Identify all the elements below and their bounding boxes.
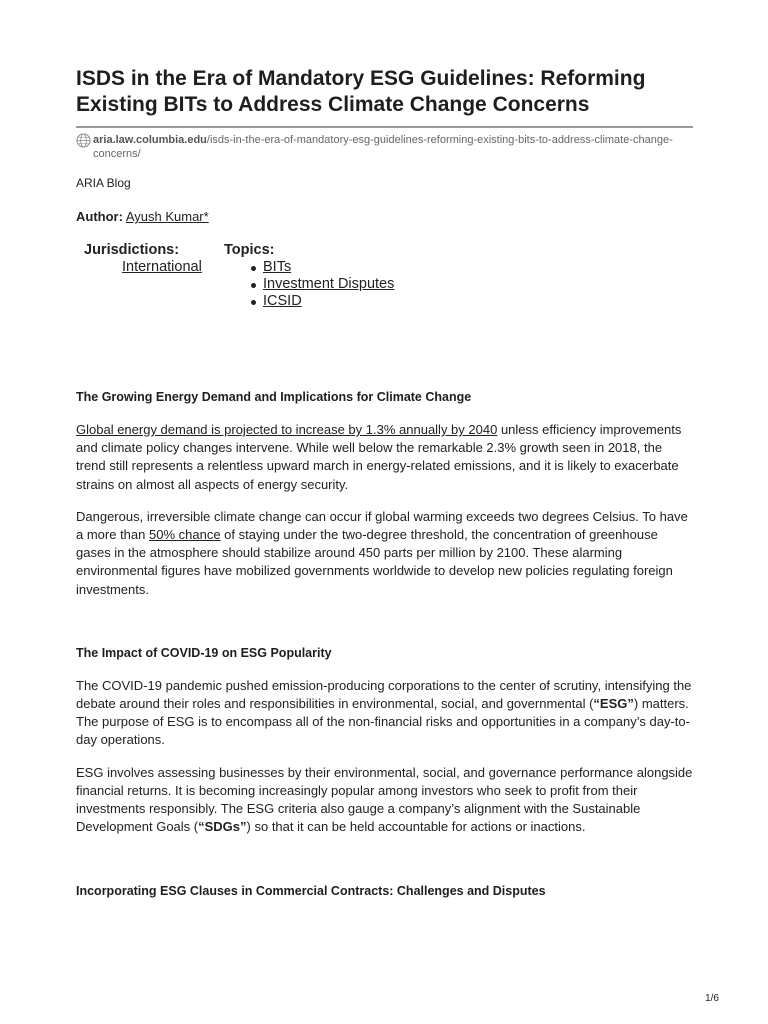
author-link[interactable]: Ayush Kumar* xyxy=(125,209,209,224)
paragraph-text: The COVID-19 pandemic pushed emission-producing corporations to the center of scrutiny, intensifying the debate around their roles and responsibilities in environmental, social, and governmental ( xyxy=(76,677,692,712)
author-label: Author: xyxy=(76,209,123,224)
source-url[interactable] xyxy=(76,133,693,161)
paragraph-text: ) so that it can be held accountable for actions or inactions. xyxy=(246,819,586,835)
topic-link-icsid[interactable]: ICSID xyxy=(263,293,302,309)
source-path: /isds-in-the-era-of-mandatory-esg-guidelines-reforming-existing-bits-to-address-climate-change-concerns/ xyxy=(93,134,673,160)
paragraph-covid-pandemic xyxy=(76,677,693,750)
globe-icon xyxy=(76,133,91,148)
author-line xyxy=(76,209,693,225)
esg-term: “ESG” xyxy=(593,696,634,712)
topic-item xyxy=(224,259,394,276)
paragraph-esg-assessment xyxy=(76,764,693,837)
section-heading-esg-clauses: Incorporating ESG Clauses in Commercial Contracts: Challenges and Disputes xyxy=(76,884,546,899)
blog-name: ARIA Blog xyxy=(76,176,131,190)
sdgs-term: “SDGs” xyxy=(198,819,247,835)
paragraph-text: ESG involves assessing businesses by their environmental, social, and governance performance alongside financial returns. It is becoming increasingly popular among investors who seek to profit from their investments responsibly. The ESG criteria also gauge a company’s alignment with the Sustainable Development Goals ( xyxy=(76,764,693,835)
source-domain: aria.law.columbia.edu xyxy=(93,134,207,146)
topic-item xyxy=(224,293,394,310)
jurisdictions-label: Jurisdictions: xyxy=(84,242,180,258)
topics-column xyxy=(224,242,394,310)
article-meta xyxy=(76,242,693,310)
section-heading-covid-esg: The Impact of COVID-19 on ESG Popularity xyxy=(76,645,332,660)
paragraph-text: ) matters. The purpose of ESG is to encompass all of the non-financial risks and opportunities in a company’s day-to-day operations. xyxy=(76,696,690,748)
paragraph-text: Dangerous, irreversible climate change can occur if global warming exceeds two degrees Celsius. To have a more than xyxy=(76,508,688,543)
topic-item xyxy=(224,276,394,293)
topics-label: Topics: xyxy=(224,242,275,258)
source-url-text xyxy=(93,133,693,161)
section-heading-energy-demand: The Growing Energy Demand and Implications for Climate Change xyxy=(76,390,472,404)
topic-link-bits[interactable]: BITs xyxy=(263,259,292,275)
fifty-percent-chance-link[interactable]: 50% chance xyxy=(149,527,221,543)
topics-list xyxy=(224,259,394,310)
paragraph-energy-demand xyxy=(76,421,693,494)
topic-link-investment-disputes[interactable]: Investment Disputes xyxy=(263,276,395,292)
paragraph-text: of staying under the two-degree threshold, the concentration of greenhouse gases in the atmosphere should stabilize around 450 parts per million by 2100. These alarming environmental figures have mobilized governments worldwide to develop new policies regulating foreign investments. xyxy=(76,527,673,597)
article-title: ISDS in the Era of Mandatory ESG Guidelines: Reforming Existing BITs to Address Climate Change Concerns xyxy=(76,67,646,116)
paragraph-climate-threshold xyxy=(76,508,693,599)
document-page xyxy=(76,66,693,899)
energy-demand-link[interactable]: Global energy demand is projected to increase by 1.3% annually by 2040 xyxy=(76,422,498,437)
jurisdictions-column xyxy=(84,242,224,310)
jurisdiction-link-international[interactable]: International xyxy=(122,259,202,275)
title-divider xyxy=(76,126,693,128)
page-number: 1/6 xyxy=(705,993,719,1004)
paragraph-text: unless efficiency improvements and climate policy changes intervene. While well below the remarkable 2.3% growth seen in 2018, the trend still represents a relentless upward march in energy-related emissions, and it is likely to exacerbate strains on almost all aspects of energy security. xyxy=(76,422,682,492)
